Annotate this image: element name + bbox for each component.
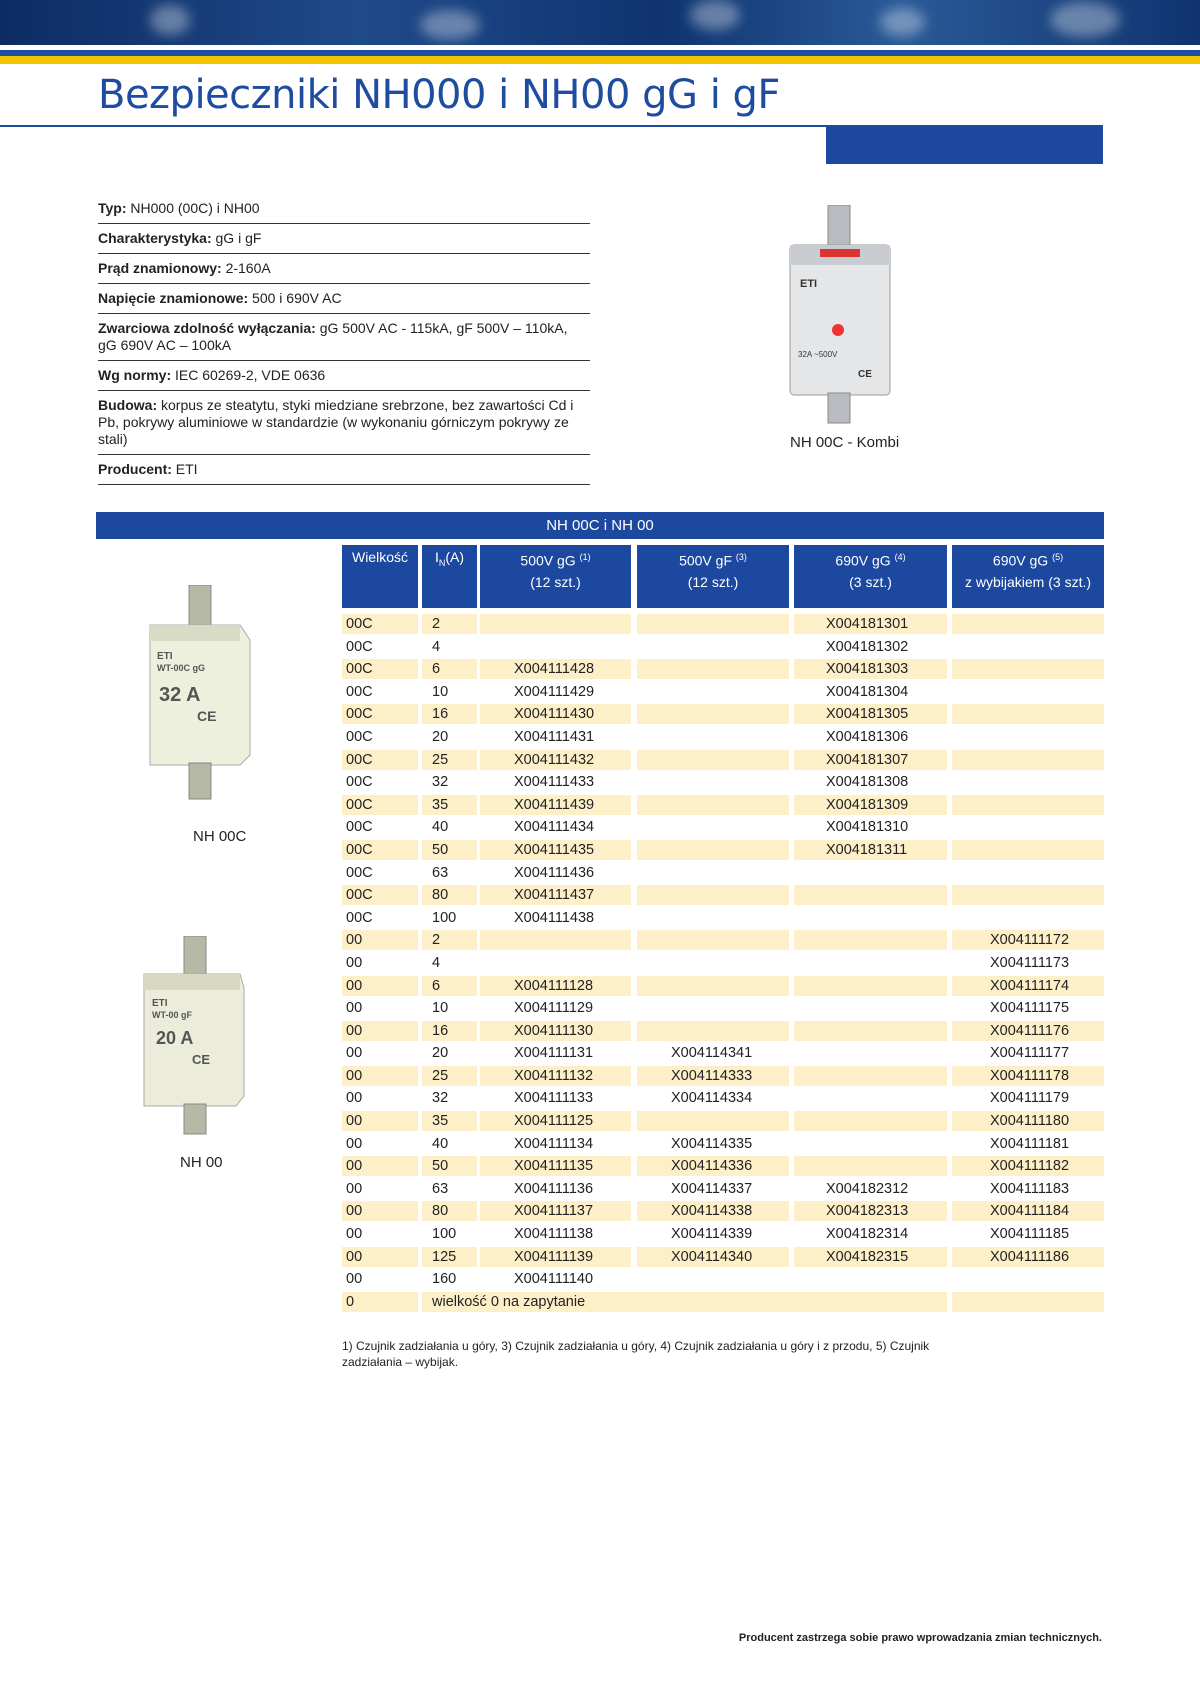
cell-current: 100	[432, 1226, 457, 1243]
cell-500v-gf	[637, 682, 789, 702]
cell-690v-gg: X004181307	[794, 750, 947, 770]
cell-current: 10	[432, 683, 449, 700]
cell-500v-gf	[637, 863, 789, 883]
cell-size: 00	[342, 1247, 418, 1267]
cell-500v-gf	[637, 885, 789, 905]
spec-item-producer	[98, 461, 590, 485]
cell-690v-gg	[794, 1156, 947, 1176]
cell-690v-gg: X004182315	[794, 1247, 947, 1267]
cell-690v-gg-striker: X004111182	[952, 1156, 1104, 1176]
table-row	[342, 1111, 1104, 1134]
cell-690v-gg: X004181311	[794, 840, 947, 860]
table-row	[342, 885, 1104, 908]
ce-mark: CE	[192, 1052, 211, 1067]
ce-mark: CE	[858, 369, 872, 380]
cell-500v-gg: X004111436	[514, 864, 595, 881]
cell-690v-gg	[794, 1088, 947, 1108]
cell-690v-gg-striker	[952, 863, 1104, 883]
cell-size: 00	[346, 1180, 363, 1197]
spec-item-standard	[98, 367, 590, 391]
col-header-current	[422, 545, 477, 608]
cell-500v-gg: X004111132	[480, 1066, 631, 1086]
table-row	[342, 998, 1104, 1021]
col-header-label: Wielkość	[351, 549, 408, 565]
cell-690v-gg: X004181303	[794, 659, 947, 679]
table-row	[342, 840, 1104, 863]
table-row	[342, 1156, 1104, 1179]
cell-size: 00C	[346, 728, 373, 745]
cell-500v-gf	[637, 930, 789, 950]
table-row	[342, 727, 1104, 750]
cell-current: 25	[422, 750, 477, 770]
cell-690v-gg-striker	[952, 840, 1104, 860]
cell-500v-gf: X004114340	[637, 1247, 789, 1267]
cell-current: 50	[422, 1156, 477, 1176]
cell-size: 00	[342, 930, 418, 950]
cell-500v-gg: X004111428	[480, 659, 631, 679]
table-title-bar: NH 00C i NH 00	[96, 512, 1104, 539]
cell-690v-gg-striker	[952, 727, 1104, 747]
cell-500v-gf	[637, 840, 789, 860]
col-header-500v-gf	[637, 545, 789, 608]
spec-value: ETI	[171, 461, 198, 477]
table-body	[342, 614, 1104, 1314]
table-row	[342, 953, 1104, 976]
spec-value: IEC 60269-2, VDE 0636	[171, 367, 326, 383]
cell-500v-gf	[637, 908, 789, 928]
col-header-pack: z wybijakiem (3 szt.)	[964, 573, 1092, 590]
col-header-label: 690V gG	[835, 552, 891, 569]
col-header-footnote: (1)	[579, 552, 591, 562]
page-title: Bezpieczniki NH000 i NH00 gG i gF	[98, 72, 780, 118]
cell-500v-gf	[637, 1021, 789, 1041]
spec-value: NH000 (00C) i NH00	[126, 200, 260, 216]
table-row	[342, 1269, 1104, 1292]
col-header-pack: (3 szt.)	[849, 573, 892, 590]
cell-500v-gf	[637, 750, 789, 770]
cell-current: 20	[432, 728, 449, 745]
cell-500v-gg: X004111140	[514, 1271, 594, 1288]
header-banner	[0, 0, 1200, 45]
fuse-rating-label: 20 A	[156, 1028, 194, 1048]
table-row	[342, 637, 1104, 660]
table-row	[342, 1066, 1104, 1089]
cell-500v-gg: X004111431	[514, 728, 595, 745]
cell-500v-gg: X004111125	[480, 1111, 631, 1131]
col-header-label: 500V gF	[679, 552, 733, 569]
col-header-500v-gg	[480, 545, 631, 608]
cell-690v-gg: X004181308	[826, 774, 909, 791]
fuse-kombi-caption: NH 00C - Kombi	[790, 434, 900, 451]
cell-690v-gg	[794, 998, 947, 1018]
cell-empty	[952, 1292, 1104, 1312]
cell-size: 00	[346, 954, 363, 971]
cell-500v-gg: X004111438	[514, 909, 595, 926]
cell-690v-gg-striker	[952, 682, 1104, 702]
cell-690v-gg	[794, 1021, 947, 1041]
cell-500v-gg: X004111133	[514, 1090, 594, 1107]
spec-value: korpus ze steatytu, styki miedziane srebrzone, bez zawartości Cd i Pb, pokrywy aluminiowe w standardzie (w wykonaniu górniczym pokrywy ze stali)	[98, 397, 574, 447]
cell-690v-gg-striker: X004111181	[990, 1135, 1070, 1152]
cell-500v-gg: X004111139	[480, 1247, 631, 1267]
cell-690v-gg: X004181309	[794, 795, 947, 815]
cell-500v-gf	[637, 1269, 789, 1289]
table-row	[342, 1179, 1104, 1202]
cell-current: 32	[432, 774, 449, 791]
table-row-on-request	[342, 1292, 1104, 1315]
cell-690v-gg: X004181304	[826, 683, 909, 700]
cell-500v-gf: X004114333	[637, 1066, 789, 1086]
table-row	[342, 1043, 1104, 1066]
cell-size: 00C	[346, 774, 373, 791]
spec-item-construction	[98, 397, 590, 455]
cell-690v-gg-striker	[952, 637, 1104, 657]
spec-label: Charakterystyka:	[98, 230, 212, 246]
cell-size: 00	[346, 1226, 363, 1243]
cell-690v-gg-striker	[952, 908, 1104, 928]
cell-current: 32	[432, 1090, 449, 1107]
cell-current: 100	[432, 909, 457, 926]
cell-500v-gf	[637, 976, 789, 996]
cell-500v-gg	[480, 614, 631, 634]
spec-list	[98, 200, 590, 491]
cell-500v-gf: X004114335	[671, 1135, 753, 1152]
cell-500v-gf	[637, 817, 789, 837]
ce-mark: CE	[197, 708, 217, 724]
col-header-footnote: (5)	[1052, 552, 1064, 562]
cell-current: 20	[432, 1045, 449, 1062]
spec-item-breaking-capacity	[98, 320, 590, 361]
cell-690v-gg-striker	[952, 659, 1104, 679]
cell-690v-gg-striker: X004111180	[952, 1111, 1104, 1131]
fuse-brand-label: ETI	[157, 651, 173, 662]
cell-690v-gg-striker: X004111178	[952, 1066, 1104, 1086]
cell-500v-gg: X004111129	[514, 1000, 594, 1017]
cell-size: 00	[342, 976, 418, 996]
cell-current: 25	[422, 1066, 477, 1086]
cell-size: 00C	[346, 909, 373, 926]
cell-690v-gg	[794, 1111, 947, 1131]
cell-690v-gg	[794, 863, 947, 883]
col-header-unit: (A)	[445, 549, 465, 565]
cell-690v-gg-striker: X004111183	[990, 1180, 1070, 1197]
table-row	[342, 1224, 1104, 1247]
table-row	[342, 772, 1104, 795]
cell-size: 00	[346, 1000, 363, 1017]
cell-690v-gg-striker	[952, 772, 1104, 792]
cell-500v-gg: X004111429	[514, 683, 595, 700]
cell-690v-gg: X004181302	[826, 638, 909, 655]
cell-690v-gg-striker: X004111175	[990, 1000, 1070, 1017]
table-row	[342, 976, 1104, 999]
cell-690v-gg: X004181301	[794, 614, 947, 634]
col-header-subscript: N	[438, 557, 446, 568]
spec-item-voltage	[98, 290, 590, 314]
cell-current: 16	[422, 704, 477, 724]
cell-500v-gg: X004111138	[514, 1226, 594, 1243]
cell-current: 50	[422, 840, 477, 860]
fuse-nh00c-caption: NH 00C	[193, 828, 247, 845]
cell-690v-gg-striker	[952, 885, 1104, 905]
cell-500v-gf	[637, 614, 789, 634]
cell-500v-gg: X004111135	[480, 1156, 631, 1176]
col-header-label: I	[434, 549, 439, 565]
cell-500v-gg	[480, 953, 631, 973]
cell-690v-gg-striker	[952, 1269, 1104, 1289]
cell-size: 00	[342, 1111, 418, 1131]
cell-500v-gg: X004111131	[514, 1045, 594, 1062]
spec-value: 2-160A	[221, 260, 271, 276]
fuse-brand-label: ETI	[152, 998, 168, 1009]
fuse-nh00c-image	[145, 585, 255, 800]
col-header-pack: (12 szt.)	[530, 573, 581, 590]
cell-690v-gg-striker	[952, 704, 1104, 724]
spec-label: Prąd znamionowy:	[98, 260, 222, 276]
cell-size: 00C	[342, 659, 418, 679]
cell-690v-gg-striker	[952, 750, 1104, 770]
cell-current: 80	[422, 1201, 477, 1221]
spec-item-type	[98, 200, 590, 224]
cell-500v-gf	[637, 1111, 789, 1131]
fuse-kombi-image	[780, 205, 900, 425]
cell-690v-gg-striker	[952, 817, 1104, 837]
cell-690v-gg-striker: X004111172	[952, 930, 1104, 950]
cell-690v-gg	[794, 1043, 947, 1063]
col-header-footnote: (3)	[735, 552, 747, 562]
table-row	[342, 614, 1104, 637]
fuse-type-label: WT-00C gG	[157, 663, 206, 673]
cell-690v-gg	[794, 1269, 947, 1289]
cell-690v-gg	[794, 976, 947, 996]
table-row	[342, 682, 1104, 705]
cell-500v-gg: X004111128	[480, 976, 631, 996]
cell-500v-gg: X004111435	[480, 840, 631, 860]
cell-current: 4	[432, 954, 441, 971]
col-header-pack: (12 szt.)	[687, 573, 739, 590]
table-footnotes: 1) Czujnik zadziałania u góry, 3) Czujnik zadziałania u góry, 4) Czujnik zadziałania u góry i z przodu, 5) Czujnik zadziałania – wybijak.	[342, 1339, 930, 1369]
table-row	[342, 863, 1104, 886]
cell-500v-gg: X004111130	[480, 1021, 631, 1041]
cell-size: 00	[342, 1201, 418, 1221]
cell-690v-gg-striker: X004111176	[952, 1021, 1104, 1041]
cell-current: 40	[432, 819, 449, 836]
cell-690v-gg: X004182312	[826, 1180, 909, 1197]
table-row	[342, 659, 1104, 682]
cell-690v-gg: X004181310	[826, 819, 909, 836]
cell-690v-gg-striker: X004111184	[952, 1201, 1104, 1221]
col-header-690v-gg-striker	[952, 545, 1104, 608]
table-row	[342, 1021, 1104, 1044]
col-header-690v-gg	[794, 545, 947, 608]
cell-690v-gg-striker: X004111177	[990, 1045, 1070, 1062]
fuse-rating-label: 32A ~500V	[798, 350, 838, 359]
spec-value: 500 i 690V AC	[248, 290, 342, 306]
cell-note: wielkość 0 na zapytanie	[422, 1292, 947, 1312]
cell-size: 00C	[346, 638, 373, 655]
cell-size: 00C	[346, 819, 373, 836]
cell-500v-gf: X004114338	[637, 1201, 789, 1221]
cell-690v-gg-striker: X004111179	[990, 1090, 1070, 1107]
table-row	[342, 1088, 1104, 1111]
cell-500v-gf	[637, 772, 789, 792]
cell-690v-gg-striker: X004111174	[952, 976, 1104, 996]
cell-size: 00C	[342, 840, 418, 860]
cell-500v-gg: X004111439	[480, 795, 631, 815]
spec-label: Zwarciowa zdolność wyłączania:	[98, 320, 316, 336]
spec-value: gG i gF	[211, 230, 262, 246]
cell-500v-gf	[637, 637, 789, 657]
cell-690v-gg: X004181305	[794, 704, 947, 724]
cell-size: 00	[342, 1156, 418, 1176]
spec-label: Producent:	[98, 461, 172, 477]
cell-current: 2	[422, 930, 477, 950]
cell-500v-gg: X004111137	[480, 1201, 631, 1221]
spec-label: Wg normy:	[98, 367, 172, 383]
table-row	[342, 1247, 1104, 1270]
cell-size: 0	[342, 1292, 418, 1312]
fuse-type-label: WT-00 gF	[152, 1010, 192, 1020]
cell-690v-gg	[794, 1134, 947, 1154]
cell-current: 10	[432, 1000, 449, 1017]
fuse-rating-label: 32 A	[159, 684, 201, 706]
table-row	[342, 817, 1104, 840]
col-header-label: 500V gG	[520, 552, 576, 569]
cell-current: 4	[432, 638, 441, 655]
col-header-label: 690V gG	[992, 552, 1049, 569]
table-row	[342, 908, 1104, 931]
spec-value: gG 500V AC - 115kA, gF 500V – 110kA, gG 690V AC – 100kA	[98, 320, 568, 353]
cell-690v-gg-striker	[952, 795, 1104, 815]
spec-item-current	[98, 260, 590, 284]
cell-size: 00C	[342, 704, 418, 724]
cell-500v-gf: X004114337	[671, 1180, 753, 1197]
cell-500v-gg: X004111437	[480, 885, 631, 905]
cell-current: 80	[422, 885, 477, 905]
cell-size: 00C	[346, 683, 373, 700]
cell-size: 00	[342, 1066, 418, 1086]
cell-size: 00	[342, 1021, 418, 1041]
cell-500v-gg	[480, 637, 631, 657]
fuse-nh00-image	[140, 936, 250, 1136]
cell-500v-gg: X004111134	[514, 1135, 594, 1152]
cell-690v-gg: X004181306	[826, 728, 909, 745]
cell-size: 00	[346, 1090, 363, 1107]
cell-690v-gg	[794, 1066, 947, 1086]
cell-500v-gf	[637, 704, 789, 724]
cell-690v-gg-striker: X004111173	[990, 954, 1070, 971]
spec-label: Typ:	[98, 200, 127, 216]
cell-500v-gg: X004111430	[480, 704, 631, 724]
cell-690v-gg: X004182314	[826, 1226, 909, 1243]
table-row	[342, 795, 1104, 818]
cell-500v-gf	[637, 998, 789, 1018]
cell-690v-gg	[794, 908, 947, 928]
cell-size: 00	[346, 1135, 363, 1152]
cell-690v-gg	[794, 953, 947, 973]
cell-500v-gf: X004114336	[637, 1156, 789, 1176]
cell-current: 40	[432, 1135, 449, 1152]
cell-current: 125	[422, 1247, 477, 1267]
fuse-brand-label: ETI	[800, 278, 818, 290]
cell-current: 6	[422, 976, 477, 996]
cell-current: 16	[422, 1021, 477, 1041]
cell-current: 35	[422, 1111, 477, 1131]
cell-current: 2	[422, 614, 477, 634]
cell-current: 63	[432, 1180, 449, 1197]
fuse-nh00-caption: NH 00	[180, 1154, 223, 1171]
cell-690v-gg-striker: X004111186	[952, 1247, 1104, 1267]
spec-label: Napięcie znamionowe:	[98, 290, 249, 306]
cell-500v-gf	[637, 795, 789, 815]
cell-current: 63	[432, 864, 449, 881]
cell-690v-gg	[794, 930, 947, 950]
title-accent-box	[826, 126, 1103, 164]
spec-item-characteristic	[98, 230, 590, 254]
cell-current: 35	[422, 795, 477, 815]
cell-500v-gf: X004114334	[671, 1090, 753, 1107]
cell-500v-gf	[637, 953, 789, 973]
spec-label: Budowa:	[98, 397, 158, 413]
cell-500v-gf: X004114339	[671, 1226, 753, 1243]
cell-current: 6	[422, 659, 477, 679]
legal-note: Producent zastrzega sobie prawo wprowadzania zmian technicznych.	[738, 1632, 1102, 1644]
header-stripe-yellow	[0, 56, 1200, 64]
cell-690v-gg-striker: X004111185	[990, 1226, 1070, 1243]
cell-size: 00C	[342, 614, 418, 634]
cell-500v-gg: X004111136	[514, 1180, 594, 1197]
cell-size: 00C	[342, 795, 418, 815]
cell-500v-gg: X004111433	[514, 774, 595, 791]
cell-size: 00C	[342, 885, 418, 905]
cell-500v-gf	[637, 659, 789, 679]
cell-500v-gf	[637, 727, 789, 747]
cell-500v-gg: X004111432	[480, 750, 631, 770]
cell-500v-gg: X004111434	[514, 819, 595, 836]
cell-500v-gf: X004114341	[671, 1045, 753, 1062]
cell-size: 00	[346, 1271, 363, 1288]
cell-690v-gg	[794, 885, 947, 905]
cell-size: 00C	[346, 864, 373, 881]
cell-current: 160	[432, 1271, 457, 1288]
cell-size: 00C	[342, 750, 418, 770]
table-row	[342, 1134, 1104, 1157]
cell-690v-gg-striker	[952, 614, 1104, 634]
cell-size: 00	[346, 1045, 363, 1062]
table-row	[342, 930, 1104, 953]
table-row	[342, 750, 1104, 773]
col-header-footnote: (4)	[894, 552, 906, 562]
cell-500v-gg	[480, 930, 631, 950]
table-row	[342, 1201, 1104, 1224]
cell-690v-gg: X004182313	[794, 1201, 947, 1221]
col-header-size	[342, 545, 418, 608]
table-row	[342, 704, 1104, 727]
